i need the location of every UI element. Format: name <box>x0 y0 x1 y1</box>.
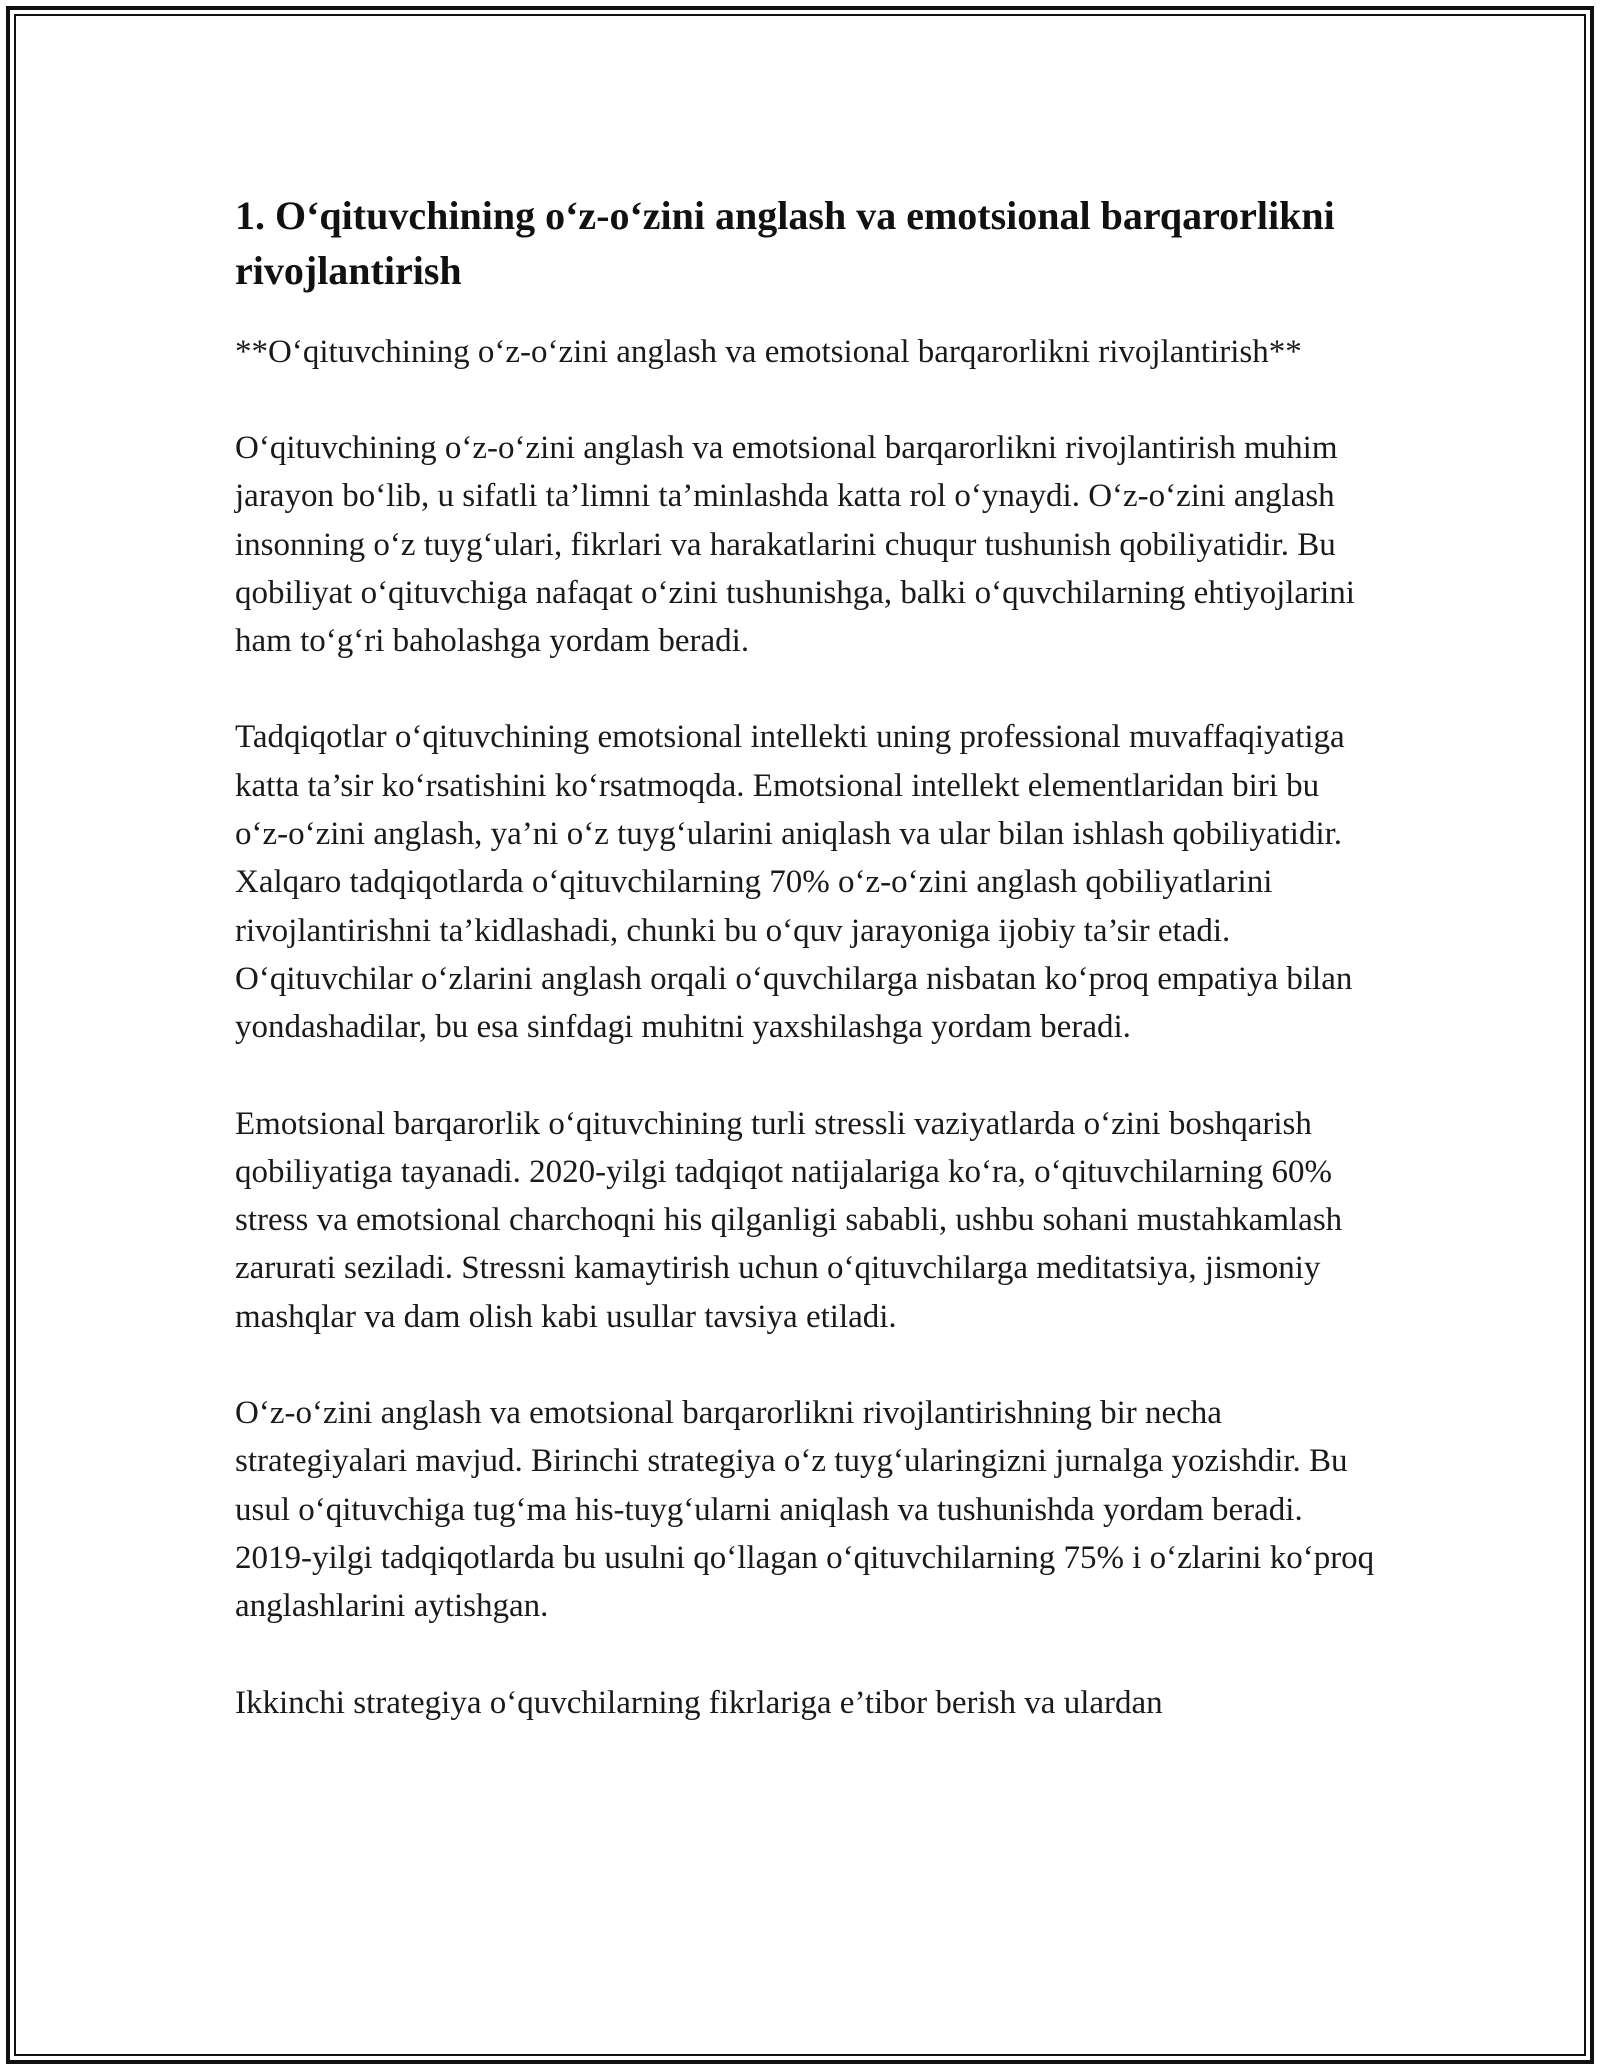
paragraph-4: O‘z-o‘zini anglash va emotsional barqarorlikni rivojlantirishning bir necha strategiyalari mavjud. Birinchi strategiya o‘z tuyg‘ularingizni jurnalga yozishdir. Bu usul o‘qituvchiga tug‘ma his-tuyg‘ularni aniqlash va tushunishda yordam beradi. 2019-yilgi tadqiqotlarda bu usulni qo‘llagan o‘qituvchilarning 75% i o‘zlarini ko‘proq anglashlarini aytishgan. <box>235 1395 1375 1625</box>
paragraph-1: O‘qituvchining o‘z-o‘zini anglash va emotsional barqarorlikni rivojlantirish muhim jarayon bo‘lib, u sifatli ta’limni ta’minlashda katta rol o‘ynaydi. O‘z-o‘zini anglash insonning o‘z tuyg‘ulari, fikrlari va harakatlarini chuqur tushunish qobiliyatidir. Bu qobiliyat o‘qituvchiga nafaqat o‘zini tushunishga, balki o‘quvchilarning ehtiyojlarini ham to‘g‘ri baholashga yordam beradi. <box>235 430 1355 660</box>
paragraph-3: Emotsional barqarorlik o‘qituvchining turli stressli vaziyatlarda o‘zini boshqarish qobiliyatiga tayanadi. 2020-yilgi tadqiqot natijalariga ko‘ra, o‘qituvchilarning 60% stress va emotsional charchoqni his qilganligi sababli, ushbu sohani mustahkamlash zarurati seziladi. Stressni kamaytirish uchun o‘qituvchilarga meditatsiya, jismoniy mashqlar va dam olish kabi usullar tavsiya etiladi. <box>235 1105 1343 1335</box>
paragraph-2: Tadqiqotlar o‘qituvchining emotsional intellekti uning professional muvaffaqiyatiga katta ta’sir ko‘rsatishini ko‘rsatmoqda. Emotsional intellekt elementlaridan biri bu o‘z-o‘zini anglash, ya’ni o‘z tuyg‘ularini aniqlash va ular bilan ishlash qobiliyatidir. Xalqaro tadqiqotlarda o‘qituvchilarning 70% o‘z-o‘zini anglash qobiliyatlarini rivojlantirishni ta’kidlashadi, chunki bu o‘quv jarayoniga ijobiy ta’sir etadi. O‘qituvchilar o‘zlarini anglash orqali o‘quvchilarga nisbatan ko‘proq empatiya bilan yondashadilar, bu esa sinfdagi muhitni yaxshilashga yordam beradi. <box>235 719 1353 1046</box>
paragraph-5: Ikkinchi strategiya o‘quvchilarning fikrlariga e’tibor berish va ulardan <box>235 1684 1163 1721</box>
section-heading: 1. O‘qituvchining o‘z-o‘zini anglash va emotsional barqarorlikni rivojlantirish <box>235 193 1335 293</box>
document-body <box>235 188 1375 1727</box>
bold-subtitle: **O‘qituvchining o‘z-o‘zini anglash va emotsional barqarorlikni rivojlantirish** <box>235 334 1302 370</box>
